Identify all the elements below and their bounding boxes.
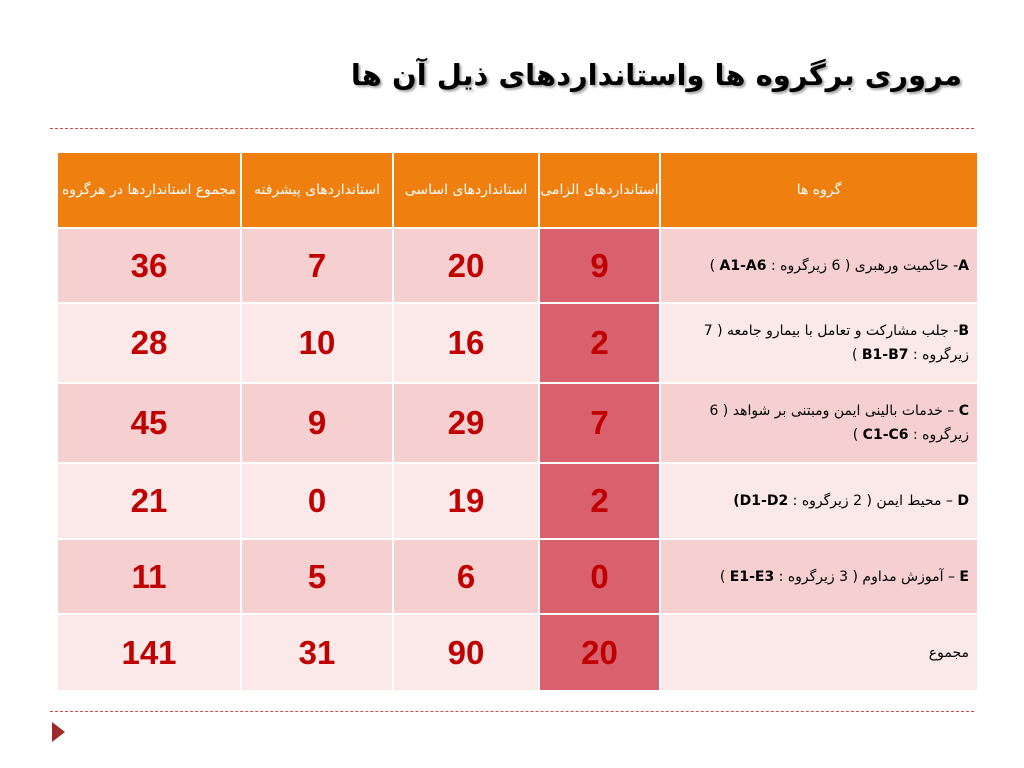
mandatory-cell: 9: [539, 228, 660, 303]
basic-cell: 6: [393, 539, 539, 614]
total-cell: 36: [57, 228, 241, 303]
group-cell: [660, 303, 978, 383]
advanced-cell: 7: [241, 228, 393, 303]
table-row: [57, 463, 978, 539]
group-tail: ): [851, 347, 862, 363]
group-code: D: [957, 493, 969, 509]
group-cell: [660, 383, 978, 463]
group-text: – آموزش مداوم ( 3 زیرگروه :: [774, 568, 960, 585]
group-tail: ): [852, 427, 863, 443]
group-code: E: [959, 568, 969, 585]
total-cell: 28: [57, 303, 241, 383]
group-text: – محیط ایمن ( 2 زیرگروه :: [788, 493, 958, 509]
group-code: C: [958, 403, 969, 419]
header-advanced: استانداردهای پیشرفته: [241, 152, 393, 228]
group-range: A1-A6: [719, 257, 767, 274]
group-range: E1-E3: [729, 568, 775, 585]
sum-basic-cell: 90: [393, 614, 539, 691]
basic-cell: 29: [393, 383, 539, 463]
group-range: C1-C6: [862, 427, 909, 443]
advanced-cell: 9: [241, 383, 393, 463]
table-row: [57, 303, 978, 383]
mandatory-cell: 2: [539, 303, 660, 383]
group-cell: [660, 228, 978, 303]
mandatory-cell: 0: [539, 539, 660, 614]
group-range: B1-B7: [861, 347, 909, 363]
group-tail: ): [719, 568, 730, 585]
header-total: مجموع استانداردها در هرگروه: [57, 152, 241, 228]
mandatory-cell: 7: [539, 383, 660, 463]
sum-mandatory-cell: 20: [539, 614, 660, 691]
group-tail: ): [709, 257, 720, 274]
sum-label-cell: مجموع: [660, 614, 978, 691]
sum-advanced-cell: 31: [241, 614, 393, 691]
group-text: - حاکمیت ورهبری ( 6 زیرگروه :: [766, 257, 959, 274]
basic-cell: 16: [393, 303, 539, 383]
header-groups: گروه ها: [660, 152, 978, 228]
group-code: A: [958, 257, 969, 274]
header-row: [57, 152, 978, 228]
slide-title: مروری برگروه ها واستانداردهای ذیل آن ها: [350, 58, 962, 92]
table-row: [57, 228, 978, 303]
basic-cell: 19: [393, 463, 539, 539]
bottom-divider: [50, 711, 974, 712]
total-cell: 21: [57, 463, 241, 539]
group-text: – خدمات بالینی ایمن ومبتنی بر شواهد ( 6 زیرگروه :: [709, 403, 969, 443]
group-cell: [660, 463, 978, 539]
triangle-bullet-icon: [52, 722, 65, 742]
mandatory-cell: 2: [539, 463, 660, 539]
table-row: [57, 383, 978, 463]
group-cell: [660, 539, 978, 614]
sum-row: [57, 614, 978, 691]
advanced-cell: 0: [241, 463, 393, 539]
group-range: D1-D2): [733, 493, 789, 509]
group-code: B: [958, 323, 969, 339]
table-row: [57, 539, 978, 614]
group-text: - جلب مشارکت و تعامل با بیمارو جامعه ( 7 زیرگروه :: [703, 323, 969, 363]
total-cell: 45: [57, 383, 241, 463]
advanced-cell: 5: [241, 539, 393, 614]
standards-table: [56, 151, 979, 692]
sum-total-cell: 141: [57, 614, 241, 691]
total-cell: 11: [57, 539, 241, 614]
top-divider: [50, 128, 974, 129]
advanced-cell: 10: [241, 303, 393, 383]
header-mandatory: استانداردهای الزامی: [539, 152, 660, 228]
basic-cell: 20: [393, 228, 539, 303]
header-basic: استانداردهای اساسی: [393, 152, 539, 228]
